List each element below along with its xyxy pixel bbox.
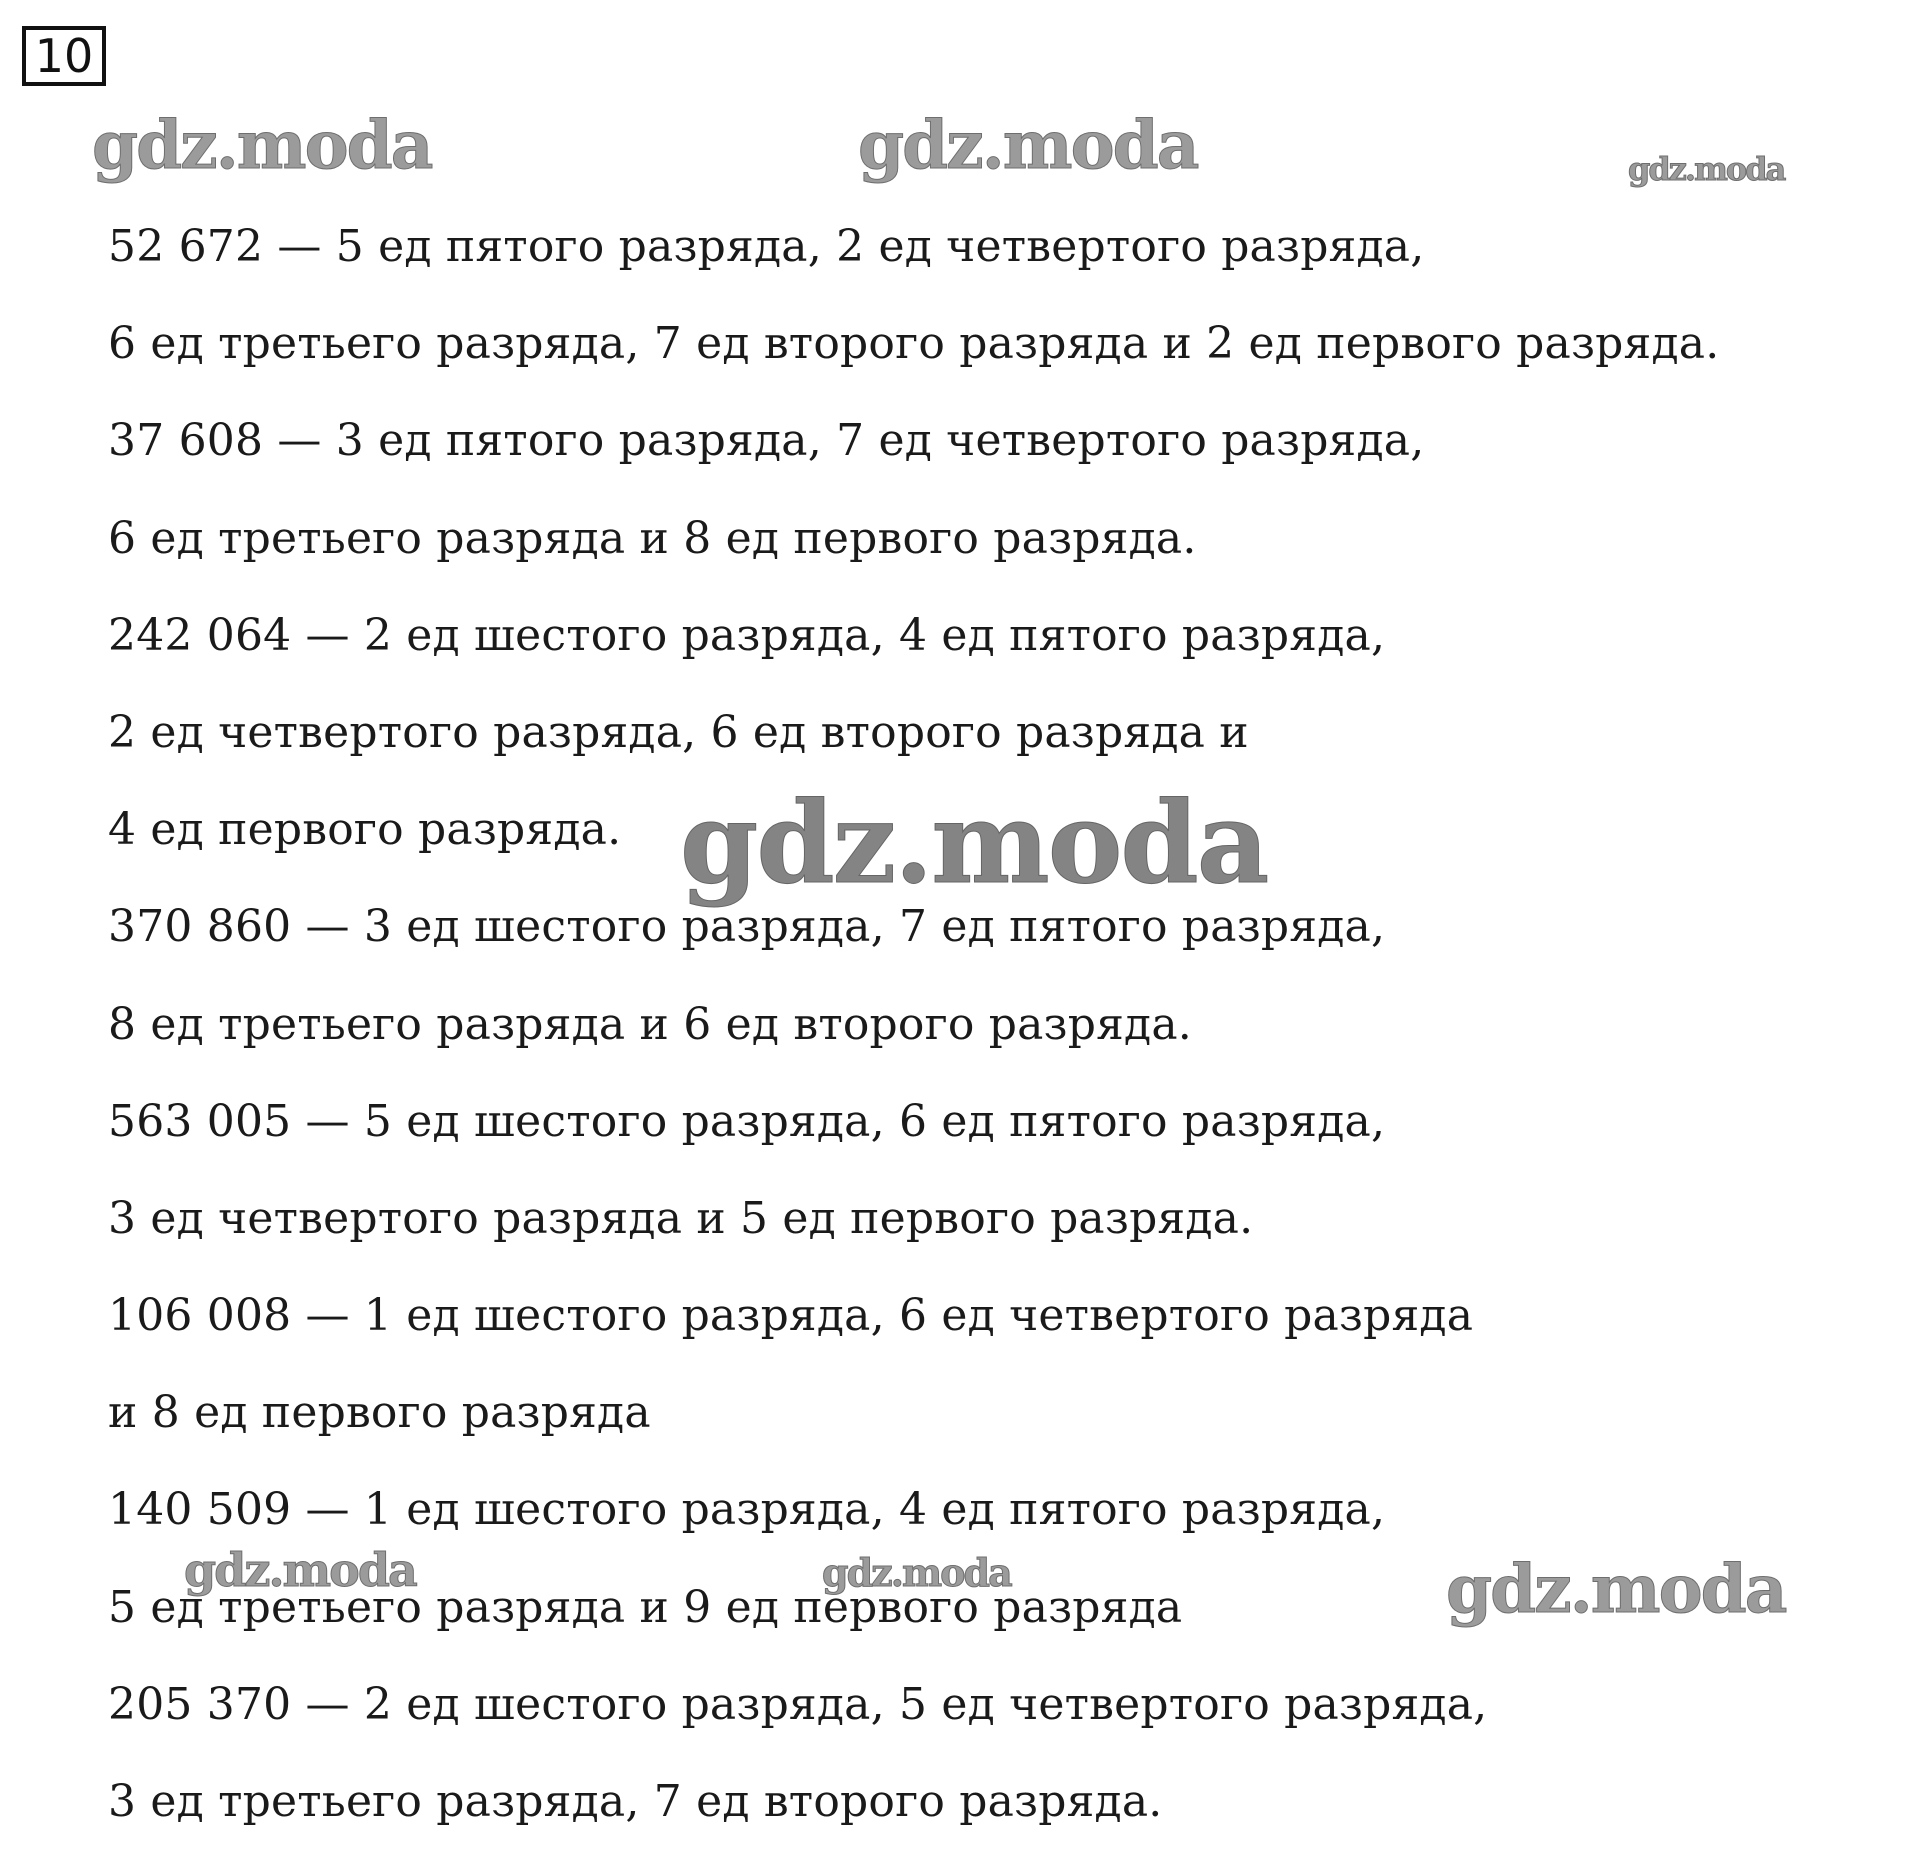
answer-line: 5 ед третьего разряда и 9 ед первого разряда bbox=[108, 1581, 1183, 1633]
answer-line: 106 008 — 1 ед шестого разряда, 6 ед четвертого разряда bbox=[108, 1290, 1474, 1342]
answer-line: 4 ед первого разряда. bbox=[108, 804, 622, 856]
answer-line: 242 064 — 2 ед шестого разряда, 4 ед пятого разряда, bbox=[108, 609, 1386, 661]
watermark-logo: gdz.moda bbox=[184, 1543, 416, 1597]
watermark-logo: gdz.moda bbox=[858, 106, 1198, 184]
answer-line: 370 860 — 3 ед шестого разряда, 7 ед пятого разряда, bbox=[108, 901, 1386, 953]
watermark-logo: gdz.moda bbox=[822, 1550, 1011, 1595]
watermark-logo: gdz.moda bbox=[92, 106, 432, 184]
watermark-logo: gdz.moda bbox=[680, 778, 1268, 909]
watermark-logo: gdz.moda bbox=[1628, 150, 1785, 188]
answer-line: и 8 ед первого разряда bbox=[108, 1387, 651, 1439]
answer-text bbox=[108, 212, 1908, 1864]
watermark-logo: gdz.moda bbox=[1446, 1550, 1786, 1628]
answer-line: 2 ед четвертого разряда, 6 ед второго разряда и bbox=[108, 706, 1249, 758]
task-number-box: 10 bbox=[22, 26, 106, 86]
answer-line: 205 370 — 2 ед шестого разряда, 5 ед четвертого разряда, bbox=[108, 1678, 1488, 1730]
answer-line: 6 ед третьего разряда, 7 ед второго разряда и 2 ед первого разряда. bbox=[108, 318, 1720, 370]
answer-line: 140 509 — 1 ед шестого разряда, 4 ед пятого разряда, bbox=[108, 1484, 1386, 1536]
answer-line: 3 ед третьего разряда, 7 ед второго разряда. bbox=[108, 1776, 1163, 1827]
answer-line: 6 ед третьего разряда и 8 ед первого разряда. bbox=[108, 512, 1197, 564]
answer-line: 8 ед третьего разряда и 6 ед второго разряда. bbox=[108, 998, 1192, 1050]
answer-line: 37 608 — 3 ед пятого разряда, 7 ед четвертого разряда, bbox=[108, 415, 1425, 467]
answer-line: 3 ед четвертого разряда и 5 ед первого разряда. bbox=[108, 1192, 1254, 1244]
answer-line: 52 672 — 5 ед пятого разряда, 2 ед четвертого разряда, bbox=[108, 221, 1425, 272]
answer-line: 563 005 — 5 ед шестого разряда, 6 ед пятого разряда, bbox=[108, 1095, 1386, 1147]
